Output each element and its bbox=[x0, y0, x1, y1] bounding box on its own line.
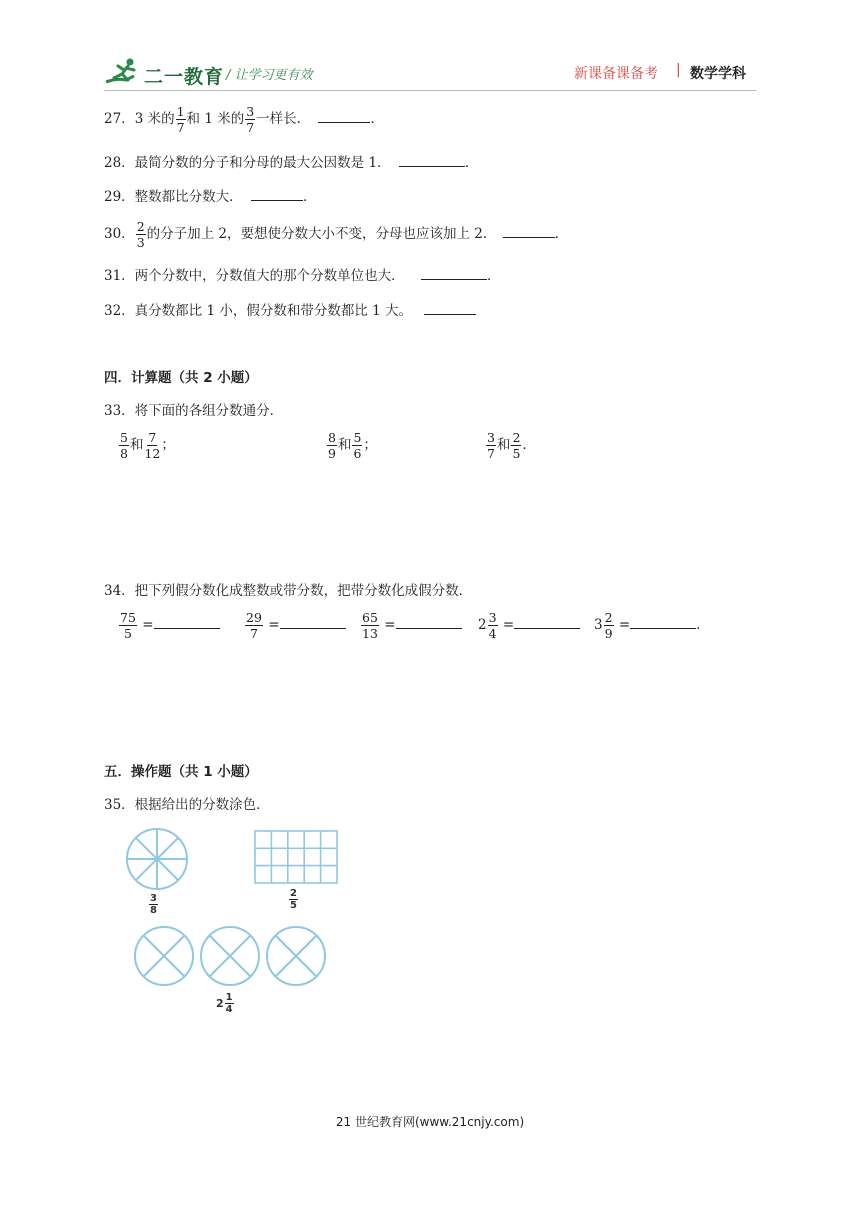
denominator: 9 bbox=[328, 446, 336, 461]
fraction bbox=[486, 430, 496, 461]
question-31 bbox=[104, 264, 500, 284]
fraction bbox=[149, 893, 158, 916]
equals-sign: = bbox=[142, 617, 154, 633]
q30-text: 的分子加上 2，要想使分数大小不变，分母也应该加上 2． bbox=[146, 226, 497, 242]
q30-fraction bbox=[136, 219, 146, 250]
q31-end: ． bbox=[486, 268, 501, 284]
denominator: 4 bbox=[488, 626, 497, 641]
q33-group-1 bbox=[118, 430, 175, 461]
q27-text-c: 一样长． bbox=[256, 111, 311, 127]
punct: ； bbox=[161, 437, 175, 453]
q33-group-2 bbox=[326, 430, 377, 461]
q34-item-3 bbox=[360, 610, 462, 641]
numerator: 2 bbox=[290, 888, 297, 899]
denominator: 5 bbox=[512, 446, 521, 461]
fraction bbox=[327, 430, 337, 461]
q27-text-a: 3 米的 bbox=[134, 111, 175, 127]
answer-blank[interactable] bbox=[154, 615, 220, 629]
q27-end: ． bbox=[370, 111, 384, 127]
denominator: 5 bbox=[123, 626, 132, 641]
footer: 21 世纪教育网(www.21cnjy.com) bbox=[335, 1115, 525, 1129]
fraction bbox=[119, 610, 137, 641]
q30-end: ． bbox=[554, 226, 569, 242]
grid-fraction-label bbox=[288, 888, 299, 911]
logo-text: 二一教育 bbox=[144, 66, 225, 88]
numerator: 3 bbox=[150, 893, 157, 904]
denominator: 3 bbox=[136, 235, 145, 250]
denominator: 7 bbox=[487, 446, 495, 461]
q34-item-4 bbox=[478, 610, 580, 641]
equals-sign: = bbox=[618, 617, 631, 633]
fraction bbox=[352, 430, 362, 461]
answer-blank[interactable] bbox=[421, 266, 487, 280]
whole-part: 2 bbox=[478, 617, 487, 633]
denominator: 8 bbox=[150, 905, 157, 916]
q28-end: ． bbox=[464, 155, 479, 171]
answer-blank[interactable] bbox=[630, 615, 696, 629]
answer-blank[interactable] bbox=[424, 301, 476, 315]
q27-fraction-1 bbox=[176, 104, 186, 135]
question-29 bbox=[104, 185, 316, 205]
denominator: 13 bbox=[362, 626, 378, 641]
equals-sign: = bbox=[502, 617, 515, 633]
equals-sign: = bbox=[384, 617, 396, 633]
header-right-label: 新课备课备考 bbox=[574, 66, 658, 82]
slogan: / 让学习更有效 bbox=[226, 68, 313, 83]
question-27 bbox=[104, 104, 384, 135]
answer-blank[interactable] bbox=[318, 109, 370, 123]
join-word: 和 bbox=[129, 437, 144, 453]
grid-figure[interactable] bbox=[254, 830, 338, 884]
numerator: 3 bbox=[487, 430, 495, 445]
circle-quarters-figure-2[interactable] bbox=[198, 924, 262, 988]
circle-quarters-figure-3[interactable] bbox=[264, 924, 328, 988]
question-30 bbox=[104, 219, 568, 250]
question-32 bbox=[104, 299, 476, 319]
numerator: 75 bbox=[120, 610, 136, 625]
circle-eighths-figure[interactable] bbox=[124, 826, 190, 892]
punct: ； bbox=[363, 437, 377, 453]
q27-text-b: 和 1 米的 bbox=[186, 111, 245, 127]
fraction bbox=[289, 888, 298, 911]
numerator: 1 bbox=[225, 992, 233, 1003]
circle-quarters-figure-1[interactable] bbox=[132, 924, 196, 988]
answer-blank[interactable] bbox=[503, 224, 555, 238]
numerator: 2 bbox=[136, 219, 145, 234]
q34-item-1 bbox=[118, 610, 220, 641]
denominator: 4 bbox=[225, 1004, 233, 1015]
numerator: 7 bbox=[148, 430, 157, 445]
fraction bbox=[604, 610, 614, 641]
header-subject: 数学学科 bbox=[690, 66, 746, 82]
fraction bbox=[119, 430, 129, 461]
q29-text: 29．整数都比分数大． bbox=[104, 189, 243, 205]
numerator: 2 bbox=[604, 610, 613, 625]
punct: ． bbox=[522, 437, 536, 453]
answer-blank[interactable] bbox=[514, 615, 580, 629]
whole-part: 3 bbox=[594, 617, 603, 633]
q33-group-3 bbox=[485, 430, 536, 461]
denominator: 9 bbox=[604, 626, 613, 641]
answer-blank[interactable] bbox=[399, 153, 465, 167]
numerator: 8 bbox=[328, 430, 336, 445]
denominator: 7 bbox=[246, 120, 255, 135]
equals-sign: = bbox=[268, 617, 280, 633]
numerator: 65 bbox=[362, 610, 378, 625]
q28-text: 28．最简分数的分子和分母的最大公因数是 1． bbox=[104, 155, 391, 171]
numerator: 5 bbox=[353, 430, 362, 445]
denominator: 8 bbox=[120, 446, 128, 461]
section-5-title: 五．操作题（共 1 小题） bbox=[104, 764, 258, 780]
fraction bbox=[361, 610, 379, 641]
numerator: 3 bbox=[488, 610, 497, 625]
header-divider bbox=[104, 90, 756, 91]
numerator: 2 bbox=[512, 430, 521, 445]
numerator: 3 bbox=[246, 104, 255, 119]
whole-part: 2 bbox=[216, 997, 224, 1010]
fraction bbox=[225, 992, 234, 1015]
denominator: 12 bbox=[144, 446, 161, 461]
q27-fraction-2 bbox=[245, 104, 255, 135]
q32-text: 32．真分数都比 1 小，假分数和带分数都比 1 大。 bbox=[104, 303, 413, 319]
circle-fraction-label bbox=[148, 893, 159, 916]
numerator: 29 bbox=[246, 610, 262, 625]
join-word: 和 bbox=[337, 437, 352, 453]
q31-text: 31．两个分数中，分数值大的那个分数单位也大． bbox=[104, 268, 405, 284]
mixed-fraction-label bbox=[216, 992, 235, 1015]
fraction bbox=[488, 610, 498, 641]
join-word: 和 bbox=[496, 437, 511, 453]
header-separator: | bbox=[676, 62, 681, 78]
answer-blank[interactable] bbox=[280, 615, 346, 629]
denominator: 6 bbox=[353, 446, 362, 461]
denominator: 5 bbox=[290, 900, 297, 911]
denominator: 7 bbox=[176, 120, 185, 135]
q34-item-2 bbox=[244, 610, 346, 641]
denominator: 7 bbox=[249, 626, 258, 641]
q29-end: ． bbox=[302, 189, 317, 205]
fraction bbox=[144, 430, 160, 461]
q34-item-5 bbox=[594, 610, 710, 641]
question-33: 33．将下面的各组分数通分． bbox=[104, 403, 284, 419]
question-35: 35．根据给出的分数涂色． bbox=[104, 797, 270, 813]
q27-number: 27． bbox=[104, 111, 135, 127]
question-28 bbox=[104, 151, 478, 171]
fraction bbox=[511, 430, 521, 461]
fraction bbox=[245, 610, 263, 641]
answer-blank[interactable] bbox=[396, 615, 462, 629]
punct: ． bbox=[696, 617, 710, 633]
numerator: 5 bbox=[120, 430, 128, 445]
question-34: 34．把下列假分数化成整数或带分数，把带分数化成假分数． bbox=[104, 583, 473, 599]
runner-logo-icon bbox=[104, 56, 144, 88]
section-4-title: 四．计算题（共 2 小题） bbox=[104, 370, 258, 386]
q30-number: 30． bbox=[104, 226, 135, 242]
answer-blank[interactable] bbox=[251, 187, 303, 201]
numerator: 1 bbox=[176, 104, 185, 119]
header bbox=[104, 56, 756, 90]
mixed-number bbox=[216, 992, 235, 1015]
